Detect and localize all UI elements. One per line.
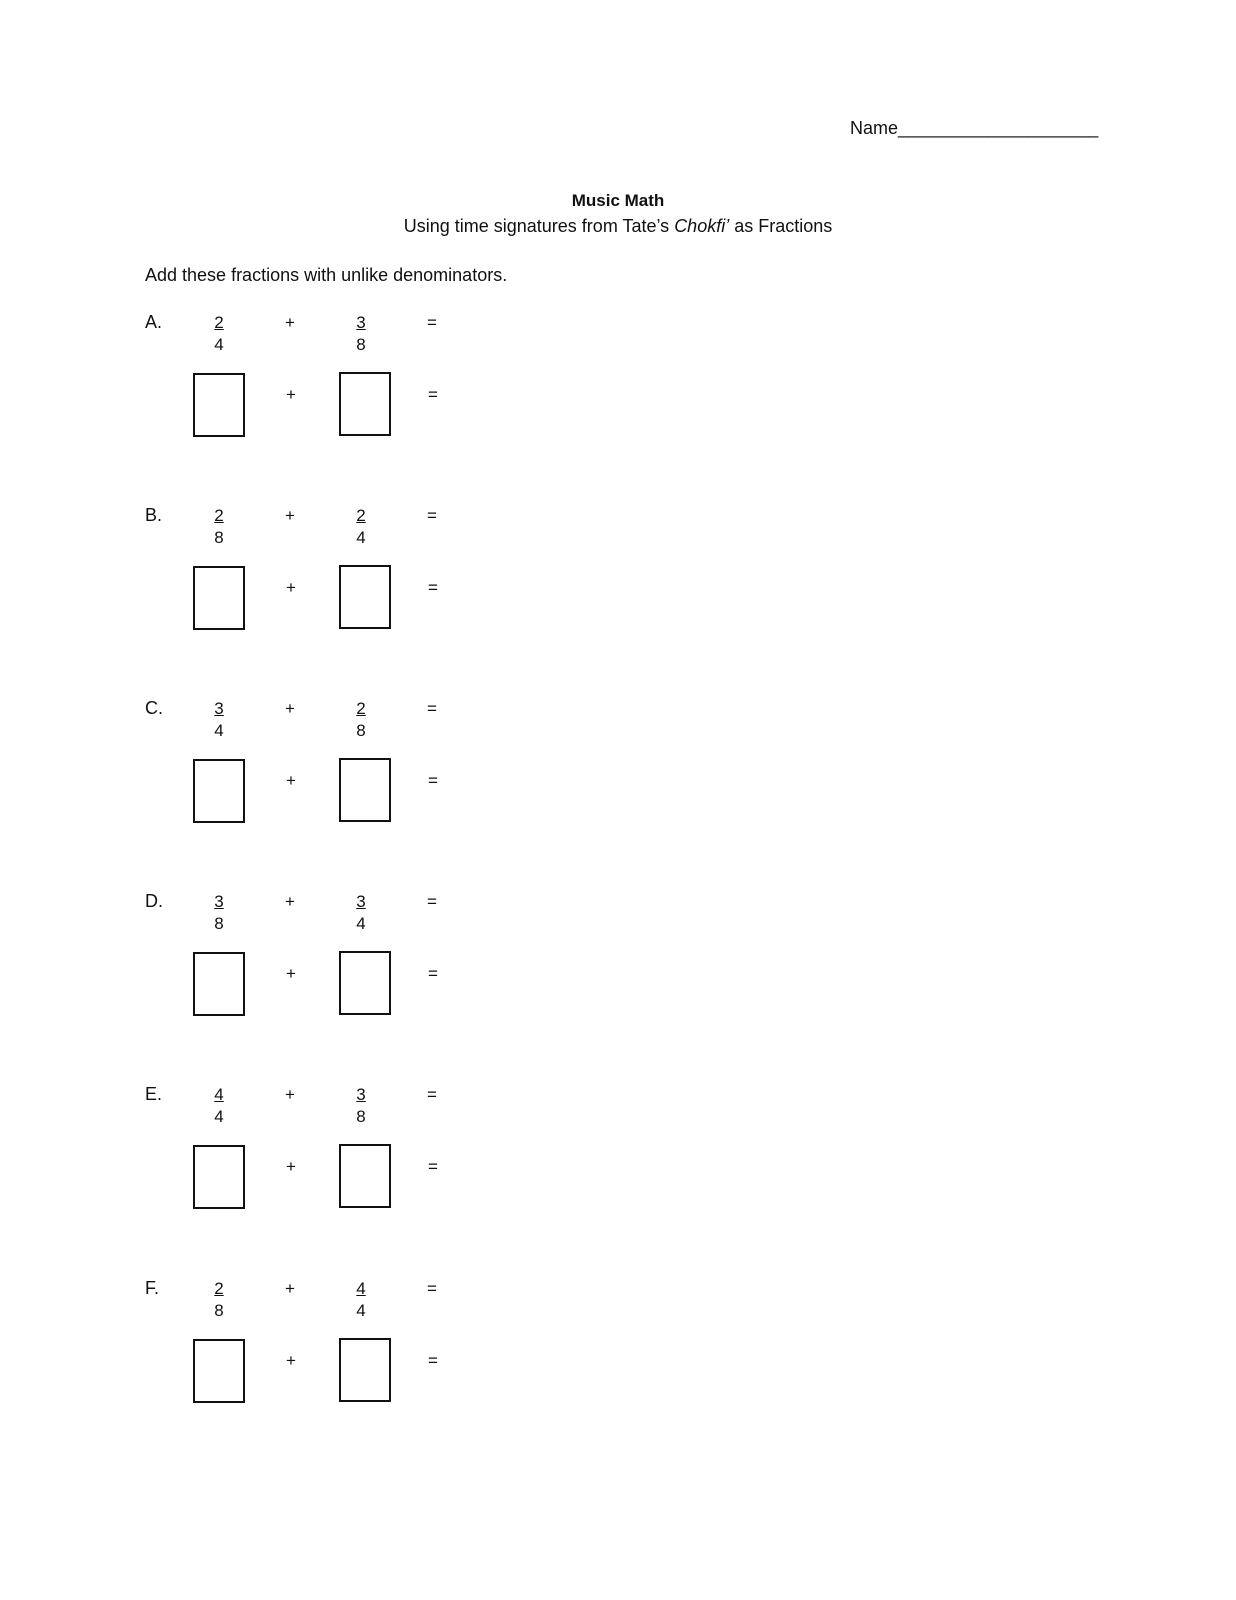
fraction-a [204, 698, 234, 742]
fraction-b [346, 312, 376, 356]
plus-sign: + [286, 964, 296, 983]
fraction-b [346, 891, 376, 935]
plus-sign: + [285, 1279, 295, 1298]
answer-box-second[interactable] [339, 372, 391, 436]
answer-box-first[interactable] [193, 1145, 245, 1209]
numerator: 3 [356, 313, 366, 332]
denominator: 8 [214, 528, 224, 547]
plus-sign: + [285, 699, 295, 718]
fraction-a [204, 891, 234, 935]
denominator: 4 [214, 721, 224, 740]
equals-sign: = [428, 1351, 438, 1370]
problem-letter: A. [145, 312, 163, 332]
denominator: 8 [356, 335, 366, 354]
numerator: 2 [356, 699, 366, 718]
fraction-a [204, 1278, 234, 1322]
answer-box-second[interactable] [339, 565, 391, 629]
denominator: 8 [356, 721, 366, 740]
denominator: 4 [356, 528, 366, 547]
answer-box-first[interactable] [193, 952, 245, 1016]
numerator: 3 [214, 699, 224, 718]
problem-letter: B. [145, 505, 163, 525]
equals-sign: = [428, 771, 438, 790]
answer-box-first[interactable] [193, 373, 245, 437]
fraction-b [346, 1278, 376, 1322]
plus-sign: + [285, 506, 295, 525]
problem-letter: F. [145, 1278, 160, 1298]
answer-box-second[interactable] [339, 758, 391, 822]
equals-sign: = [428, 964, 438, 983]
denominator: 8 [214, 914, 224, 933]
equals-sign: = [428, 385, 438, 404]
equals-sign: = [427, 506, 437, 525]
numerator: 3 [214, 892, 224, 911]
answer-box-first[interactable] [193, 1339, 245, 1403]
equals-sign: = [427, 1279, 437, 1298]
plus-sign: + [285, 1085, 295, 1104]
name-field-label: Name____________________ [850, 118, 1099, 138]
plus-sign: + [286, 385, 296, 404]
problem-d [0, 891, 1236, 1071]
denominator: 4 [214, 335, 224, 354]
denominator: 4 [356, 1301, 366, 1320]
equals-sign: = [427, 313, 437, 332]
answer-box-second[interactable] [339, 1144, 391, 1208]
fraction-b [346, 1084, 376, 1128]
denominator: 8 [214, 1301, 224, 1320]
answer-box-second[interactable] [339, 1338, 391, 1402]
equals-sign: = [427, 699, 437, 718]
equals-sign: = [428, 1157, 438, 1176]
subtitle-text-after: as Fractions [729, 216, 833, 236]
subtitle-piece-title: Chokfi’ [674, 216, 730, 236]
answer-box-first[interactable] [193, 566, 245, 630]
answer-box-first[interactable] [193, 759, 245, 823]
denominator: 4 [214, 1107, 224, 1126]
page-title: Music Math [571, 191, 665, 210]
numerator: 2 [356, 506, 366, 525]
numerator: 3 [356, 1085, 366, 1104]
page-subtitle [0, 216, 1236, 237]
problem-letter: D. [145, 891, 163, 911]
numerator: 4 [356, 1279, 366, 1298]
answer-box-second[interactable] [339, 951, 391, 1015]
equals-sign: = [427, 892, 437, 911]
problem-c [0, 698, 1236, 878]
problem-letter: C. [145, 698, 163, 718]
problem-f [0, 1278, 1236, 1458]
equals-sign: = [427, 1085, 437, 1104]
plus-sign: + [285, 313, 295, 332]
instructions: Add these fractions with unlike denominators. [145, 265, 508, 285]
fraction-a [204, 312, 234, 356]
equals-sign: = [428, 578, 438, 597]
numerator: 2 [214, 1279, 224, 1298]
problem-b [0, 505, 1236, 685]
problem-e [0, 1084, 1236, 1264]
subtitle-text-before: Using time signatures from Tate’s [403, 216, 675, 236]
plus-sign: + [286, 771, 296, 790]
plus-sign: + [286, 1351, 296, 1370]
denominator: 4 [356, 914, 366, 933]
numerator: 4 [214, 1085, 224, 1104]
numerator: 2 [214, 506, 224, 525]
fraction-a [204, 1084, 234, 1128]
numerator: 2 [214, 313, 224, 332]
fraction-b [346, 505, 376, 549]
problem-letter: E. [145, 1084, 163, 1104]
numerator: 3 [356, 892, 366, 911]
fraction-b [346, 698, 376, 742]
plus-sign: + [286, 1157, 296, 1176]
problem-a [0, 312, 1236, 492]
plus-sign: + [286, 578, 296, 597]
fraction-a [204, 505, 234, 549]
plus-sign: + [285, 892, 295, 911]
denominator: 8 [356, 1107, 366, 1126]
